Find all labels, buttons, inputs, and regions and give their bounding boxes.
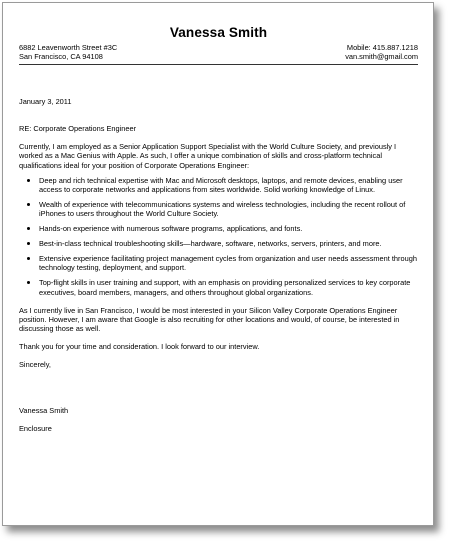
- list-item: Best-in-class technical troubleshooting skills—hardware, software, networks, servers, printers, and more.: [35, 239, 418, 248]
- letter-page: [2, 2, 434, 526]
- sign-off: Sincerely,: [19, 359, 51, 369]
- header-divider: [19, 64, 418, 65]
- location-paragraph: As I currently live in San Francisco, I would be most interested in your Silicon Valley Corporate Operations Engineer position. However, I am aware that Google is also recruiting for other locations and would, of course, be interested in discussing those as well.: [19, 305, 400, 333]
- list-item: Hands-on experience with numerous software programs, applications, and fonts.: [35, 224, 418, 233]
- contact-block: [19, 43, 418, 61]
- list-item: Extensive experience facilitating project management cycles from organization and user needs assessment through technology testing, deployment, and support.: [35, 254, 418, 272]
- phone-email-block: [345, 43, 418, 61]
- letter-content: [19, 27, 418, 433]
- qualifications-list: [19, 176, 418, 297]
- list-item: Wealth of experience with telecommunications systems and wireless technologies, including the recent rollout of iPhones to users throughout the World Culture Society.: [35, 200, 418, 218]
- address-line-1: 6882 Leavenworth Street #3C: [19, 43, 118, 52]
- address-block: [19, 43, 117, 61]
- list-item: Deep and rich technical expertise with Mac and Microsoft desktops, laptops, and remote devices, enabling user access to corporate networks and applications from sites worldwide. Solid working knowledge of Linux.: [35, 176, 418, 194]
- signature-name: Vanessa Smith: [19, 406, 69, 416]
- thanks-paragraph: Thank you for your time and consideration. I look forward to our interview.: [19, 341, 260, 351]
- enclosure-note: Enclosure: [19, 424, 52, 434]
- email-address: van.smith@gmail.com: [345, 52, 418, 62]
- intro-paragraph: Currently, I am employed as a Senior Application Support Specialist with the World Culture Society, and previously I worked as a Mac Genius with Apple. As such, I offer a unique combination of skills and cross-platform technical qualifications ideal for your position of Corporate Operations Engineer:: [19, 142, 397, 170]
- address-line-2: San Francisco, CA 94108: [19, 52, 103, 62]
- list-item: Top-flight skills in user training and support, with an emphasis on providing personalized services to key corporate executives, board members, managers, and others throughout global organizations.: [35, 278, 418, 296]
- sender-name: Vanessa Smith: [169, 25, 268, 40]
- letter-date: January 3, 2011: [19, 97, 72, 107]
- mobile-number: Mobile: 415.887.1218: [346, 43, 418, 52]
- subject-line: RE: Corporate Operations Engineer: [19, 124, 137, 134]
